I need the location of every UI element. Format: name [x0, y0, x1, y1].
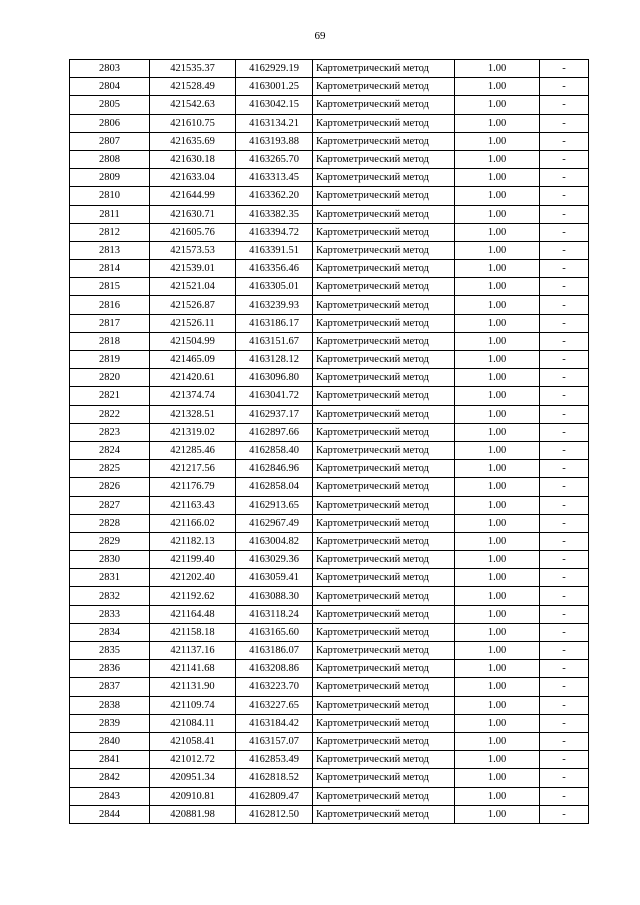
method-cell: Картометрический метод	[313, 660, 455, 678]
accuracy-cell: 1.00	[455, 769, 540, 787]
note-cell: -	[540, 714, 589, 732]
point-number-cell: 2838	[70, 696, 150, 714]
accuracy-cell: 1.00	[455, 623, 540, 641]
accuracy-cell: 1.00	[455, 678, 540, 696]
point-number-cell: 2814	[70, 260, 150, 278]
y-coordinate-cell: 4163096.80	[236, 369, 313, 387]
method-cell: Картометрический метод	[313, 169, 455, 187]
y-coordinate-cell: 4163004.82	[236, 532, 313, 550]
table-row	[70, 532, 589, 550]
note-cell: -	[540, 605, 589, 623]
note-cell: -	[540, 623, 589, 641]
table-row	[70, 78, 589, 96]
x-coordinate-cell: 421635.69	[150, 132, 236, 150]
note-cell: -	[540, 751, 589, 769]
note-cell: -	[540, 551, 589, 569]
method-cell: Картометрический метод	[313, 60, 455, 78]
note-cell: -	[540, 569, 589, 587]
method-cell: Картометрический метод	[313, 696, 455, 714]
note-cell: -	[540, 587, 589, 605]
accuracy-cell: 1.00	[455, 551, 540, 569]
point-number-cell: 2818	[70, 332, 150, 350]
x-coordinate-cell: 421644.99	[150, 187, 236, 205]
note-cell: -	[540, 369, 589, 387]
note-cell: -	[540, 769, 589, 787]
x-coordinate-cell: 421202.40	[150, 569, 236, 587]
table-body	[70, 60, 589, 824]
table-row	[70, 769, 589, 787]
y-coordinate-cell: 4162929.19	[236, 60, 313, 78]
y-coordinate-cell: 4163391.51	[236, 241, 313, 259]
point-number-cell: 2834	[70, 623, 150, 641]
note-cell: -	[540, 405, 589, 423]
point-number-cell: 2803	[70, 60, 150, 78]
point-number-cell: 2837	[70, 678, 150, 696]
note-cell: -	[540, 241, 589, 259]
accuracy-cell: 1.00	[455, 587, 540, 605]
table-row	[70, 714, 589, 732]
table-row	[70, 696, 589, 714]
table-row	[70, 460, 589, 478]
accuracy-cell: 1.00	[455, 96, 540, 114]
x-coordinate-cell: 421539.01	[150, 260, 236, 278]
point-number-cell: 2808	[70, 150, 150, 168]
method-cell: Картометрический метод	[313, 642, 455, 660]
method-cell: Картометрический метод	[313, 205, 455, 223]
table-row	[70, 332, 589, 350]
x-coordinate-cell: 421084.11	[150, 714, 236, 732]
y-coordinate-cell: 4162897.66	[236, 423, 313, 441]
y-coordinate-cell: 4162858.04	[236, 478, 313, 496]
y-coordinate-cell: 4163151.67	[236, 332, 313, 350]
x-coordinate-cell: 420881.98	[150, 805, 236, 823]
note-cell: -	[540, 260, 589, 278]
y-coordinate-cell: 4163042.15	[236, 96, 313, 114]
x-coordinate-cell: 421182.13	[150, 532, 236, 550]
method-cell: Картометрический метод	[313, 714, 455, 732]
accuracy-cell: 1.00	[455, 114, 540, 132]
note-cell: -	[540, 660, 589, 678]
x-coordinate-cell: 421012.72	[150, 751, 236, 769]
accuracy-cell: 1.00	[455, 532, 540, 550]
note-cell: -	[540, 678, 589, 696]
x-coordinate-cell: 421630.71	[150, 205, 236, 223]
y-coordinate-cell: 4163186.17	[236, 314, 313, 332]
y-coordinate-cell: 4163059.41	[236, 569, 313, 587]
point-number-cell: 2839	[70, 714, 150, 732]
x-coordinate-cell: 421192.62	[150, 587, 236, 605]
x-coordinate-cell: 421504.99	[150, 332, 236, 350]
table-row	[70, 223, 589, 241]
y-coordinate-cell: 4163193.88	[236, 132, 313, 150]
method-cell: Картометрический метод	[313, 132, 455, 150]
point-number-cell: 2810	[70, 187, 150, 205]
point-number-cell: 2826	[70, 478, 150, 496]
y-coordinate-cell: 4162858.40	[236, 441, 313, 459]
x-coordinate-cell: 421535.37	[150, 60, 236, 78]
x-coordinate-cell: 421058.41	[150, 732, 236, 750]
method-cell: Картометрический метод	[313, 260, 455, 278]
note-cell: -	[540, 805, 589, 823]
method-cell: Картометрический метод	[313, 187, 455, 205]
method-cell: Картометрический метод	[313, 769, 455, 787]
table-row	[70, 732, 589, 750]
y-coordinate-cell: 4163186.07	[236, 642, 313, 660]
note-cell: -	[540, 696, 589, 714]
point-number-cell: 2804	[70, 78, 150, 96]
table-row	[70, 751, 589, 769]
table-row	[70, 169, 589, 187]
x-coordinate-cell: 421465.09	[150, 351, 236, 369]
note-cell: -	[540, 496, 589, 514]
y-coordinate-cell: 4162809.47	[236, 787, 313, 805]
x-coordinate-cell: 421217.56	[150, 460, 236, 478]
method-cell: Картометрический метод	[313, 551, 455, 569]
method-cell: Картометрический метод	[313, 678, 455, 696]
table-row	[70, 314, 589, 332]
accuracy-cell: 1.00	[455, 478, 540, 496]
note-cell: -	[540, 60, 589, 78]
accuracy-cell: 1.00	[455, 351, 540, 369]
accuracy-cell: 1.00	[455, 569, 540, 587]
x-coordinate-cell: 421163.43	[150, 496, 236, 514]
method-cell: Картометрический метод	[313, 805, 455, 823]
x-coordinate-cell: 421528.49	[150, 78, 236, 96]
x-coordinate-cell: 421176.79	[150, 478, 236, 496]
x-coordinate-cell: 421526.87	[150, 296, 236, 314]
method-cell: Картометрический метод	[313, 351, 455, 369]
method-cell: Картометрический метод	[313, 332, 455, 350]
y-coordinate-cell: 4162846.96	[236, 460, 313, 478]
accuracy-cell: 1.00	[455, 732, 540, 750]
method-cell: Картометрический метод	[313, 496, 455, 514]
y-coordinate-cell: 4162913.65	[236, 496, 313, 514]
table-row	[70, 132, 589, 150]
method-cell: Картометрический метод	[313, 114, 455, 132]
point-number-cell: 2811	[70, 205, 150, 223]
table-row	[70, 278, 589, 296]
point-number-cell: 2809	[70, 169, 150, 187]
point-number-cell: 2815	[70, 278, 150, 296]
accuracy-cell: 1.00	[455, 132, 540, 150]
point-number-cell: 2828	[70, 514, 150, 532]
note-cell: -	[540, 278, 589, 296]
table-row	[70, 587, 589, 605]
y-coordinate-cell: 4163001.25	[236, 78, 313, 96]
x-coordinate-cell: 421328.51	[150, 405, 236, 423]
y-coordinate-cell: 4163208.86	[236, 660, 313, 678]
point-number-cell: 2836	[70, 660, 150, 678]
point-number-cell: 2821	[70, 387, 150, 405]
note-cell: -	[540, 223, 589, 241]
point-number-cell: 2831	[70, 569, 150, 587]
accuracy-cell: 1.00	[455, 60, 540, 78]
table-row	[70, 369, 589, 387]
x-coordinate-cell: 421630.18	[150, 150, 236, 168]
point-number-cell: 2813	[70, 241, 150, 259]
point-number-cell: 2832	[70, 587, 150, 605]
point-number-cell: 2843	[70, 787, 150, 805]
y-coordinate-cell: 4163382.35	[236, 205, 313, 223]
x-coordinate-cell: 421166.02	[150, 514, 236, 532]
accuracy-cell: 1.00	[455, 187, 540, 205]
point-number-cell: 2840	[70, 732, 150, 750]
point-number-cell: 2819	[70, 351, 150, 369]
point-number-cell: 2817	[70, 314, 150, 332]
accuracy-cell: 1.00	[455, 805, 540, 823]
accuracy-cell: 1.00	[455, 441, 540, 459]
y-coordinate-cell: 4163313.45	[236, 169, 313, 187]
y-coordinate-cell: 4163362.20	[236, 187, 313, 205]
table-row	[70, 569, 589, 587]
x-coordinate-cell: 421610.75	[150, 114, 236, 132]
table-row	[70, 114, 589, 132]
x-coordinate-cell: 421158.18	[150, 623, 236, 641]
method-cell: Картометрический метод	[313, 314, 455, 332]
method-cell: Картометрический метод	[313, 423, 455, 441]
method-cell: Картометрический метод	[313, 787, 455, 805]
method-cell: Картометрический метод	[313, 514, 455, 532]
accuracy-cell: 1.00	[455, 150, 540, 168]
method-cell: Картометрический метод	[313, 623, 455, 641]
x-coordinate-cell: 421319.02	[150, 423, 236, 441]
x-coordinate-cell: 421141.68	[150, 660, 236, 678]
coordinates-table	[69, 59, 589, 824]
accuracy-cell: 1.00	[455, 460, 540, 478]
accuracy-cell: 1.00	[455, 696, 540, 714]
method-cell: Картометрический метод	[313, 278, 455, 296]
note-cell: -	[540, 460, 589, 478]
table-row	[70, 60, 589, 78]
method-cell: Картометрический метод	[313, 296, 455, 314]
point-number-cell: 2812	[70, 223, 150, 241]
y-coordinate-cell: 4163356.46	[236, 260, 313, 278]
point-number-cell: 2806	[70, 114, 150, 132]
y-coordinate-cell: 4163029.36	[236, 551, 313, 569]
method-cell: Картометрический метод	[313, 96, 455, 114]
y-coordinate-cell: 4163227.65	[236, 696, 313, 714]
note-cell: -	[540, 187, 589, 205]
method-cell: Картометрический метод	[313, 241, 455, 259]
x-coordinate-cell: 421542.63	[150, 96, 236, 114]
x-coordinate-cell: 421164.48	[150, 605, 236, 623]
y-coordinate-cell: 4163088.30	[236, 587, 313, 605]
table-row	[70, 387, 589, 405]
table-row	[70, 605, 589, 623]
y-coordinate-cell: 4162818.52	[236, 769, 313, 787]
x-coordinate-cell: 421573.53	[150, 241, 236, 259]
x-coordinate-cell: 421605.76	[150, 223, 236, 241]
table-row	[70, 205, 589, 223]
accuracy-cell: 1.00	[455, 423, 540, 441]
x-coordinate-cell: 421109.74	[150, 696, 236, 714]
method-cell: Картометрический метод	[313, 751, 455, 769]
table-row	[70, 150, 589, 168]
table-row	[70, 496, 589, 514]
x-coordinate-cell: 421374.74	[150, 387, 236, 405]
point-number-cell: 2835	[70, 642, 150, 660]
table-row	[70, 423, 589, 441]
accuracy-cell: 1.00	[455, 369, 540, 387]
table-row	[70, 623, 589, 641]
method-cell: Картометрический метод	[313, 369, 455, 387]
table-row	[70, 642, 589, 660]
accuracy-cell: 1.00	[455, 296, 540, 314]
note-cell: -	[540, 332, 589, 350]
note-cell: -	[540, 423, 589, 441]
x-coordinate-cell: 421199.40	[150, 551, 236, 569]
note-cell: -	[540, 314, 589, 332]
y-coordinate-cell: 4163223.70	[236, 678, 313, 696]
note-cell: -	[540, 96, 589, 114]
point-number-cell: 2825	[70, 460, 150, 478]
x-coordinate-cell: 420951.34	[150, 769, 236, 787]
method-cell: Картометрический метод	[313, 78, 455, 96]
point-number-cell: 2823	[70, 423, 150, 441]
note-cell: -	[540, 169, 589, 187]
point-number-cell: 2805	[70, 96, 150, 114]
x-coordinate-cell: 421131.90	[150, 678, 236, 696]
y-coordinate-cell: 4163305.01	[236, 278, 313, 296]
table-row	[70, 805, 589, 823]
note-cell: -	[540, 132, 589, 150]
note-cell: -	[540, 732, 589, 750]
point-number-cell: 2827	[70, 496, 150, 514]
method-cell: Картометрический метод	[313, 223, 455, 241]
accuracy-cell: 1.00	[455, 714, 540, 732]
y-coordinate-cell: 4163165.60	[236, 623, 313, 641]
method-cell: Картометрический метод	[313, 605, 455, 623]
method-cell: Картометрический метод	[313, 460, 455, 478]
y-coordinate-cell: 4163041.72	[236, 387, 313, 405]
note-cell: -	[540, 514, 589, 532]
y-coordinate-cell: 4163134.21	[236, 114, 313, 132]
point-number-cell: 2820	[70, 369, 150, 387]
method-cell: Картометрический метод	[313, 478, 455, 496]
accuracy-cell: 1.00	[455, 241, 540, 259]
point-number-cell: 2844	[70, 805, 150, 823]
point-number-cell: 2841	[70, 751, 150, 769]
point-number-cell: 2816	[70, 296, 150, 314]
note-cell: -	[540, 205, 589, 223]
note-cell: -	[540, 441, 589, 459]
y-coordinate-cell: 4163118.24	[236, 605, 313, 623]
accuracy-cell: 1.00	[455, 169, 540, 187]
point-number-cell: 2822	[70, 405, 150, 423]
accuracy-cell: 1.00	[455, 787, 540, 805]
accuracy-cell: 1.00	[455, 205, 540, 223]
accuracy-cell: 1.00	[455, 78, 540, 96]
note-cell: -	[540, 296, 589, 314]
accuracy-cell: 1.00	[455, 260, 540, 278]
point-number-cell: 2842	[70, 769, 150, 787]
method-cell: Картометрический метод	[313, 150, 455, 168]
x-coordinate-cell: 421285.46	[150, 441, 236, 459]
accuracy-cell: 1.00	[455, 496, 540, 514]
x-coordinate-cell: 421526.11	[150, 314, 236, 332]
table-row	[70, 678, 589, 696]
y-coordinate-cell: 4163157.07	[236, 732, 313, 750]
note-cell: -	[540, 642, 589, 660]
accuracy-cell: 1.00	[455, 405, 540, 423]
note-cell: -	[540, 150, 589, 168]
table-row	[70, 787, 589, 805]
x-coordinate-cell: 420910.81	[150, 787, 236, 805]
method-cell: Картометрический метод	[313, 732, 455, 750]
table-row	[70, 96, 589, 114]
note-cell: -	[540, 532, 589, 550]
method-cell: Картометрический метод	[313, 587, 455, 605]
note-cell: -	[540, 387, 589, 405]
method-cell: Картометрический метод	[313, 532, 455, 550]
y-coordinate-cell: 4163128.12	[236, 351, 313, 369]
y-coordinate-cell: 4162937.17	[236, 405, 313, 423]
y-coordinate-cell: 4163239.93	[236, 296, 313, 314]
accuracy-cell: 1.00	[455, 278, 540, 296]
x-coordinate-cell: 421521.04	[150, 278, 236, 296]
y-coordinate-cell: 4162812.50	[236, 805, 313, 823]
note-cell: -	[540, 787, 589, 805]
accuracy-cell: 1.00	[455, 387, 540, 405]
point-number-cell: 2833	[70, 605, 150, 623]
accuracy-cell: 1.00	[455, 223, 540, 241]
accuracy-cell: 1.00	[455, 514, 540, 532]
point-number-cell: 2824	[70, 441, 150, 459]
y-coordinate-cell: 4163394.72	[236, 223, 313, 241]
y-coordinate-cell: 4162967.49	[236, 514, 313, 532]
accuracy-cell: 1.00	[455, 605, 540, 623]
table-row	[70, 296, 589, 314]
table-row	[70, 351, 589, 369]
table-row	[70, 478, 589, 496]
method-cell: Картометрический метод	[313, 569, 455, 587]
accuracy-cell: 1.00	[455, 314, 540, 332]
x-coordinate-cell: 421633.04	[150, 169, 236, 187]
method-cell: Картометрический метод	[313, 405, 455, 423]
table-row	[70, 405, 589, 423]
accuracy-cell: 1.00	[455, 660, 540, 678]
table-row	[70, 514, 589, 532]
x-coordinate-cell: 421420.61	[150, 369, 236, 387]
accuracy-cell: 1.00	[455, 751, 540, 769]
table-row	[70, 187, 589, 205]
note-cell: -	[540, 114, 589, 132]
point-number-cell: 2830	[70, 551, 150, 569]
table-row	[70, 241, 589, 259]
table-row	[70, 260, 589, 278]
page-number: 69	[314, 30, 326, 42]
point-number-cell: 2829	[70, 532, 150, 550]
x-coordinate-cell: 421137.16	[150, 642, 236, 660]
note-cell: -	[540, 78, 589, 96]
note-cell: -	[540, 351, 589, 369]
table-row	[70, 551, 589, 569]
y-coordinate-cell: 4163265.70	[236, 150, 313, 168]
table-row	[70, 441, 589, 459]
point-number-cell: 2807	[70, 132, 150, 150]
accuracy-cell: 1.00	[455, 332, 540, 350]
y-coordinate-cell: 4163184.42	[236, 714, 313, 732]
table-row	[70, 660, 589, 678]
y-coordinate-cell: 4162853.49	[236, 751, 313, 769]
method-cell: Картометрический метод	[313, 387, 455, 405]
accuracy-cell: 1.00	[455, 642, 540, 660]
note-cell: -	[540, 478, 589, 496]
method-cell: Картометрический метод	[313, 441, 455, 459]
